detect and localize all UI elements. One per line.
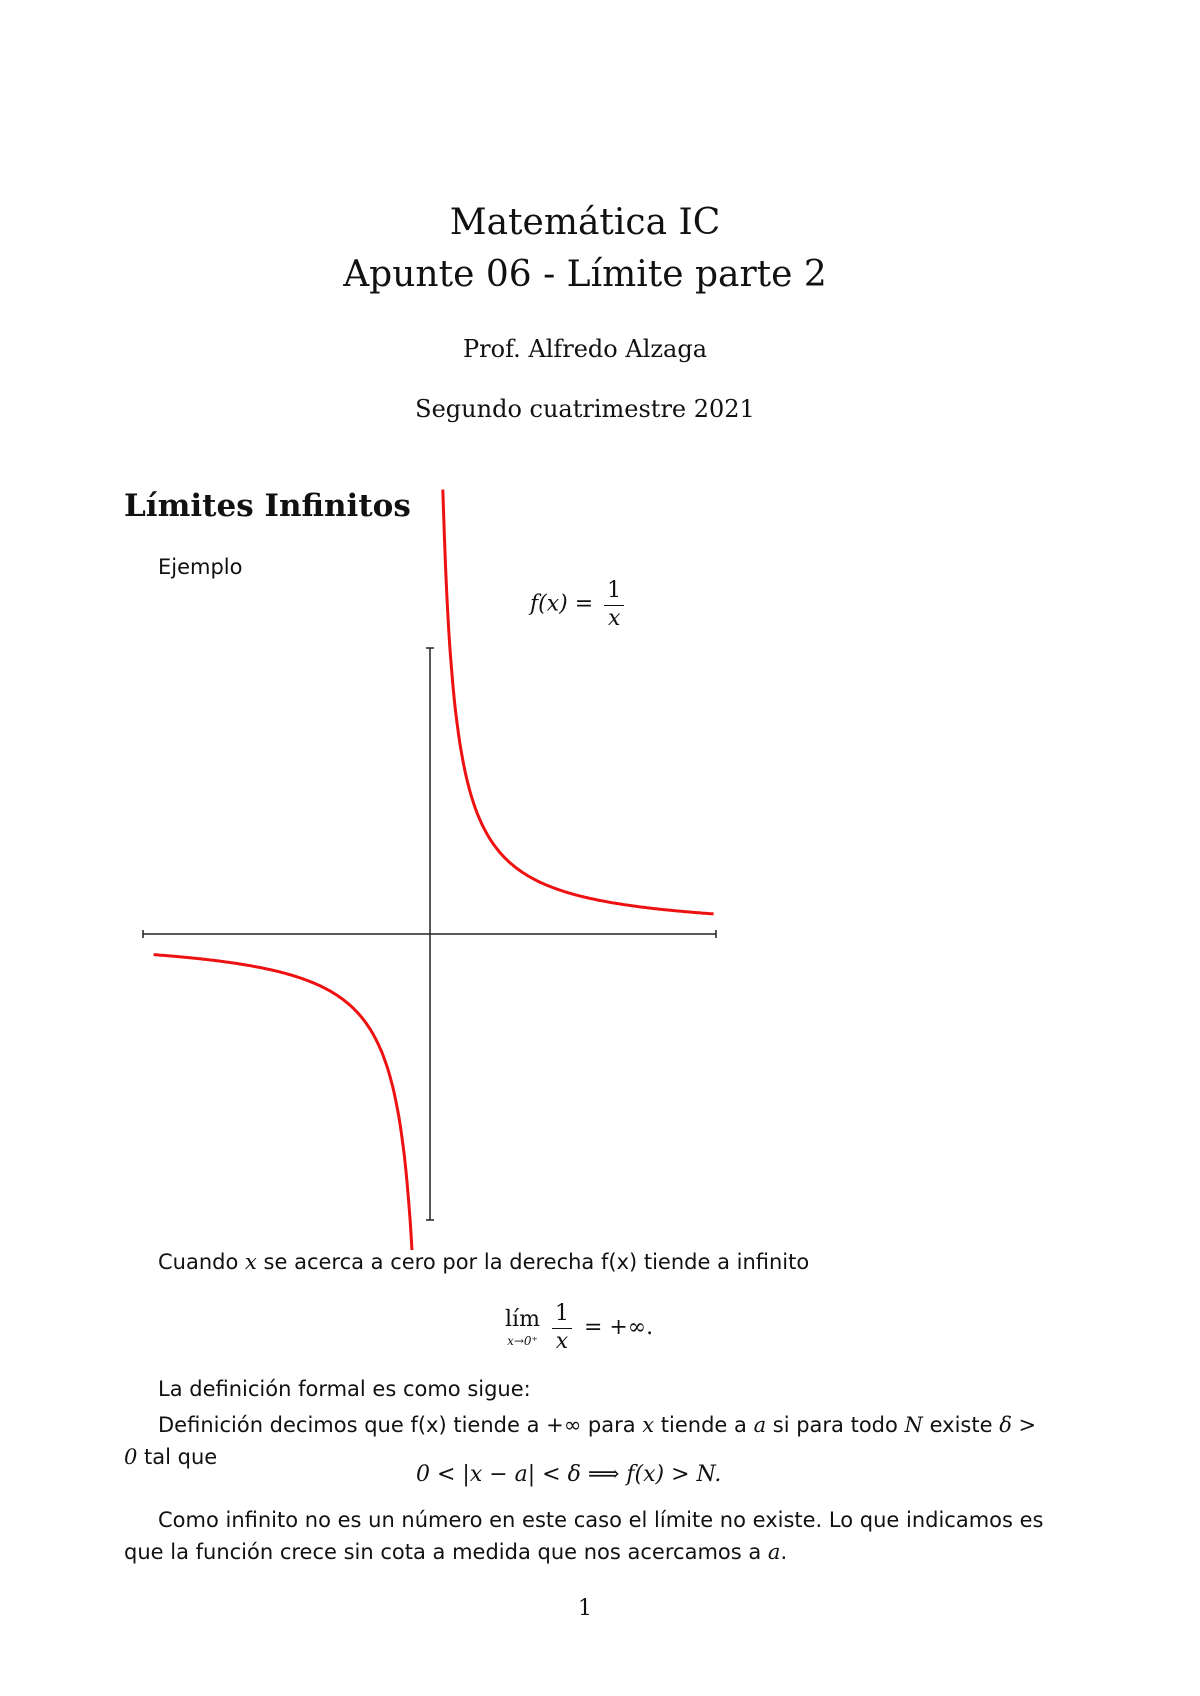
section-heading: Límites Infinitos xyxy=(124,488,411,524)
p4-end: . xyxy=(780,1540,788,1564)
example-label: Ejemplo xyxy=(158,555,243,579)
def-text-c: si para todo xyxy=(766,1413,905,1437)
curve-left-branch xyxy=(154,955,416,1250)
paragraph-conclusion xyxy=(124,1504,1054,1568)
function-lhs: f(x) = xyxy=(530,591,594,617)
def-text-a: Definición decimos que f(x) tiende a +∞ para xyxy=(158,1413,643,1437)
limit-denominator: x xyxy=(555,1329,569,1354)
def-text-e: tal que xyxy=(137,1445,218,1469)
def-text-b: tiende a xyxy=(654,1413,754,1437)
limit-operator xyxy=(505,1307,540,1348)
def-var-N: N xyxy=(904,1413,923,1437)
paragraph-2: La definición formal es como sigue: xyxy=(158,1377,531,1401)
def-text-d: existe xyxy=(922,1413,1000,1437)
def-var-x: x xyxy=(642,1413,655,1437)
def-delta: δ > 0 xyxy=(124,1413,1037,1469)
page-number: 1 xyxy=(578,1596,592,1621)
p4-var-a: a xyxy=(767,1540,781,1564)
curve-right-branch xyxy=(443,490,714,914)
def-var-a: a xyxy=(753,1413,767,1437)
p1-text-b: se acerca a cero por la derecha f(x) tiende a infinito xyxy=(256,1250,810,1274)
author: Prof. Alfredo Alzaga xyxy=(463,335,707,363)
p1-text-a: Cuando xyxy=(158,1250,246,1274)
implication-formula: 0 < |x − a| < δ ⟹ f(x) > N. xyxy=(416,1462,722,1487)
paragraph-1 xyxy=(158,1250,809,1274)
limit-word: lím xyxy=(505,1307,540,1332)
date: Segundo cuatrimestre 2021 xyxy=(415,395,755,423)
p4-text: Como infinito no es un número en este caso el límite no existe. Lo que indicamos es que la función crece sin cota a medida que nos acercamos a xyxy=(124,1508,1044,1564)
p1-var-x: x xyxy=(245,1250,257,1274)
axes xyxy=(143,648,716,1220)
limit-numerator: 1 xyxy=(552,1300,572,1329)
limit-rhs: = +∞. xyxy=(583,1315,654,1340)
document-subtitle: Apunte 06 - Límite parte 2 xyxy=(343,254,827,295)
limit-fraction xyxy=(552,1300,572,1355)
function-numerator: 1 xyxy=(604,577,624,606)
limit-subscript: x→0⁺ xyxy=(507,1334,538,1348)
function-denominator: x xyxy=(607,606,621,631)
document-title: Matemática IC xyxy=(449,202,721,243)
limit-equation xyxy=(505,1300,653,1355)
